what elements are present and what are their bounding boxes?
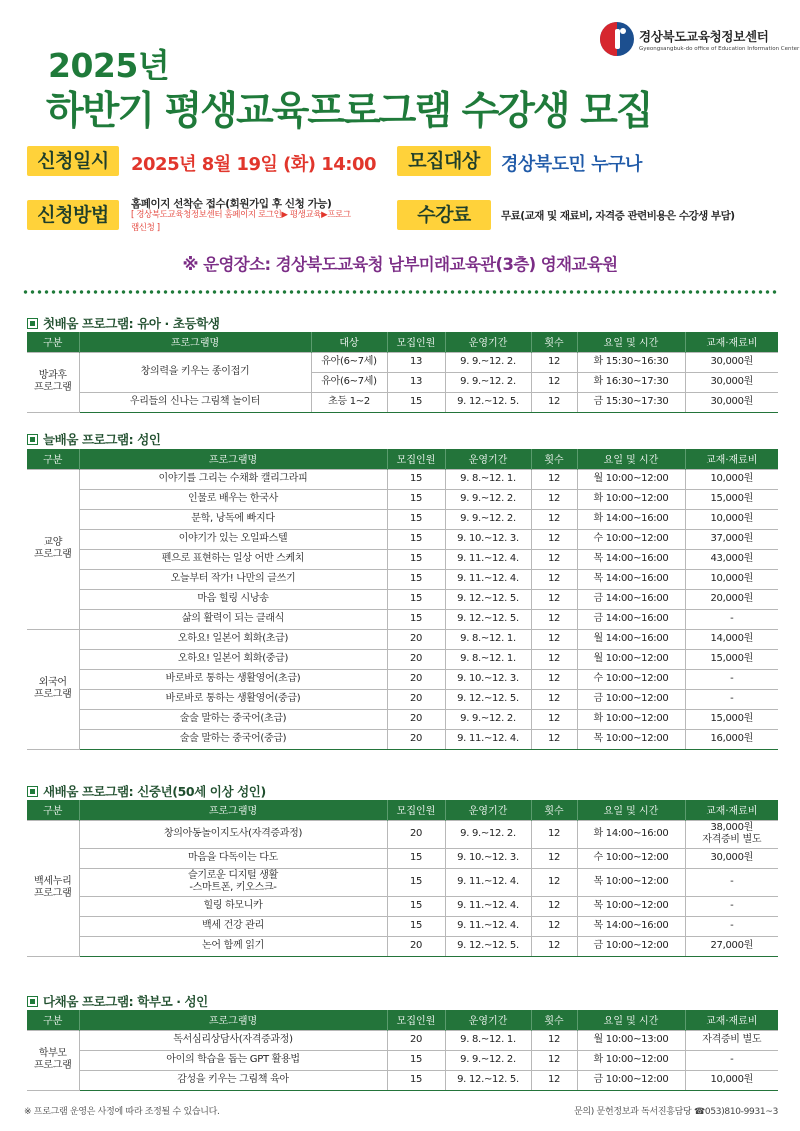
column-header: 교재·재료비 bbox=[685, 332, 778, 352]
schedule-cell: 목 10:00~12:00 bbox=[577, 896, 685, 916]
page-title: 하반기 평생교육프로그램 수강생 모집 bbox=[46, 89, 652, 134]
column-header: 프로그램명 bbox=[79, 1010, 387, 1030]
column-header: 교재·재료비 bbox=[685, 800, 778, 820]
sessions-cell: 12 bbox=[531, 629, 577, 649]
fee-cell: 15,000원 bbox=[685, 649, 778, 669]
table-row bbox=[27, 820, 778, 848]
schedule-cell: 화 10:00~12:00 bbox=[577, 489, 685, 509]
period-cell: 9. 9.~12. 2. bbox=[445, 372, 531, 392]
period-cell: 9. 10.~12. 3. bbox=[445, 848, 531, 868]
period-cell: 9. 9.~12. 2. bbox=[445, 820, 531, 848]
schedule-cell: 화 10:00~12:00 bbox=[577, 709, 685, 729]
section-title-text: 새배움 프로그램: 신중년(50세 이상 성인) bbox=[43, 784, 266, 799]
section-title-4 bbox=[27, 992, 208, 1010]
capacity-cell: 20 bbox=[387, 1030, 445, 1050]
capacity-cell: 13 bbox=[387, 352, 445, 372]
fee-cell: - bbox=[685, 868, 778, 896]
column-header: 운영기간 bbox=[445, 800, 531, 820]
column-header: 프로그램명 bbox=[79, 800, 387, 820]
program-name-cell: 바로바로 통하는 생활영어(중급) bbox=[79, 689, 387, 709]
fee-cell: - bbox=[685, 1050, 778, 1070]
column-header: 모집인원 bbox=[387, 332, 445, 352]
fee-cell: - bbox=[685, 609, 778, 629]
period-cell: 9. 12.~12. 5. bbox=[445, 936, 531, 956]
method-label: 신청방법 bbox=[27, 200, 119, 230]
period-cell: 9. 12.~12. 5. bbox=[445, 392, 531, 412]
table-row bbox=[27, 868, 778, 896]
column-header: 횟수 bbox=[531, 1010, 577, 1030]
capacity-cell: 20 bbox=[387, 689, 445, 709]
table-row bbox=[27, 569, 778, 589]
column-header: 요일 및 시간 bbox=[577, 449, 685, 469]
sessions-cell: 12 bbox=[531, 509, 577, 529]
sessions-cell: 12 bbox=[531, 1070, 577, 1090]
table-row bbox=[27, 1030, 778, 1050]
schedule-cell: 월 10:00~12:00 bbox=[577, 649, 685, 669]
period-cell: 9. 11.~12. 4. bbox=[445, 916, 531, 936]
column-header: 요일 및 시간 bbox=[577, 800, 685, 820]
schedule-cell: 금 10:00~12:00 bbox=[577, 1070, 685, 1090]
fee-cell: 10,000원 bbox=[685, 509, 778, 529]
capacity-cell: 15 bbox=[387, 868, 445, 896]
sessions-cell: 12 bbox=[531, 529, 577, 549]
period-cell: 9. 8.~12. 1. bbox=[445, 469, 531, 489]
sessions-cell: 12 bbox=[531, 549, 577, 569]
program-name-cell: 마음 힐링 시낭송 bbox=[79, 589, 387, 609]
fee-cell: 10,000원 bbox=[685, 569, 778, 589]
method-value: 홈페이지 선착순 접수(회원가입 후 신청 가능) bbox=[131, 198, 332, 210]
period-cell: 9. 12.~12. 5. bbox=[445, 609, 531, 629]
program-name-cell: 우리들의 신나는 그림책 놀이터 bbox=[79, 392, 311, 412]
section-title-text: 첫배움 프로그램: 유아 · 초등학생 bbox=[43, 316, 220, 331]
group-label-cell: 교양 프로그램 bbox=[27, 469, 79, 629]
program-name-cell: 힐링 하모니카 bbox=[79, 896, 387, 916]
table-row bbox=[27, 549, 778, 569]
sessions-cell: 12 bbox=[531, 372, 577, 392]
sessions-cell: 12 bbox=[531, 469, 577, 489]
capacity-cell: 15 bbox=[387, 1070, 445, 1090]
group-label-cell: 방과후 프로그램 bbox=[27, 352, 79, 412]
table-row bbox=[27, 709, 778, 729]
capacity-cell: 13 bbox=[387, 372, 445, 392]
column-header: 교재·재료비 bbox=[685, 449, 778, 469]
fee-cell: 30,000원 bbox=[685, 392, 778, 412]
table-row bbox=[27, 609, 778, 629]
square-bullet-icon bbox=[27, 996, 38, 1007]
column-header: 구분 bbox=[27, 1010, 79, 1030]
capacity-cell: 15 bbox=[387, 589, 445, 609]
sessions-cell: 12 bbox=[531, 820, 577, 848]
capacity-cell: 15 bbox=[387, 848, 445, 868]
schedule-cell: 목 10:00~12:00 bbox=[577, 868, 685, 896]
schedule-cell: 수 10:00~12:00 bbox=[577, 529, 685, 549]
title-year: 2025년 bbox=[48, 46, 170, 85]
column-header: 횟수 bbox=[531, 800, 577, 820]
fee-cell: 27,000원 bbox=[685, 936, 778, 956]
capacity-cell: 20 bbox=[387, 709, 445, 729]
table-header-row bbox=[27, 1010, 778, 1030]
venue-notice: ※ 운영장소: 경상북도교육청 남부미래교육관(3층) 영재교육원 bbox=[182, 255, 618, 274]
period-cell: 9. 9.~12. 2. bbox=[445, 509, 531, 529]
program-name-cell: 술술 말하는 중국어(중급) bbox=[79, 729, 387, 749]
period-cell: 9. 9.~12. 2. bbox=[445, 709, 531, 729]
schedule-cell: 화 10:00~12:00 bbox=[577, 1050, 685, 1070]
column-header: 구분 bbox=[27, 800, 79, 820]
fee-cell: 15,000원 bbox=[685, 489, 778, 509]
fee-cell: 43,000원 bbox=[685, 549, 778, 569]
method-path: [ 경상북도교육청정보센터 홈페이지 로그인▶ 평생교육▶프로그램신청 ] bbox=[131, 210, 351, 233]
square-bullet-icon bbox=[27, 318, 38, 329]
dotted-divider bbox=[22, 290, 778, 294]
table-row bbox=[27, 352, 778, 372]
table-row bbox=[27, 589, 778, 609]
column-header: 모집인원 bbox=[387, 1010, 445, 1030]
capacity-cell: 20 bbox=[387, 629, 445, 649]
schedule-cell: 금 10:00~12:00 bbox=[577, 936, 685, 956]
period-cell: 9. 12.~12. 5. bbox=[445, 589, 531, 609]
table-row bbox=[27, 689, 778, 709]
capacity-cell: 15 bbox=[387, 509, 445, 529]
capacity-cell: 15 bbox=[387, 569, 445, 589]
group-label-cell: 외국어 프로그램 bbox=[27, 629, 79, 749]
target-cell: 유아(6~7세) bbox=[311, 372, 387, 392]
program-name-cell: 마음을 다독이는 다도 bbox=[79, 848, 387, 868]
program-name-cell: 슬기로운 디지털 생활 -스마트폰, 키오스크- bbox=[79, 868, 387, 896]
schedule-cell: 수 10:00~12:00 bbox=[577, 848, 685, 868]
fee-cell: 10,000원 bbox=[685, 469, 778, 489]
sessions-cell: 12 bbox=[531, 589, 577, 609]
period-cell: 9. 12.~12. 5. bbox=[445, 689, 531, 709]
sessions-cell: 12 bbox=[531, 936, 577, 956]
fee-cell: 10,000원 bbox=[685, 1070, 778, 1090]
column-header: 요일 및 시간 bbox=[577, 1010, 685, 1030]
table-row bbox=[27, 896, 778, 916]
fee-cell: 38,000원 자격증비 별도 bbox=[685, 820, 778, 848]
section-title-3 bbox=[27, 782, 266, 800]
table-row bbox=[27, 529, 778, 549]
column-header: 구분 bbox=[27, 332, 79, 352]
program-name-cell: 이야기를 그리는 수채화 캘리그라피 bbox=[79, 469, 387, 489]
column-header: 모집인원 bbox=[387, 449, 445, 469]
sessions-cell: 12 bbox=[531, 729, 577, 749]
program-name-cell: 독서심리상담사(자격증과정) bbox=[79, 1030, 387, 1050]
schedule-cell: 화 16:30~17:30 bbox=[577, 372, 685, 392]
period-cell: 9. 8.~12. 1. bbox=[445, 629, 531, 649]
section-title-text: 다채움 프로그램: 학부모 · 성인 bbox=[43, 994, 208, 1009]
column-header: 운영기간 bbox=[445, 1010, 531, 1030]
program-name-cell: 오늘부터 작가! 나만의 글쓰기 bbox=[79, 569, 387, 589]
sessions-cell: 12 bbox=[531, 916, 577, 936]
program-table-1 bbox=[27, 332, 778, 413]
sessions-cell: 12 bbox=[531, 709, 577, 729]
capacity-cell: 15 bbox=[387, 469, 445, 489]
program-name-cell: 백세 건강 관리 bbox=[79, 916, 387, 936]
sessions-cell: 12 bbox=[531, 352, 577, 372]
table-row bbox=[27, 509, 778, 529]
period-cell: 9. 11.~12. 4. bbox=[445, 729, 531, 749]
program-name-cell: 감성을 키우는 그림책 육아 bbox=[79, 1070, 387, 1090]
sessions-cell: 12 bbox=[531, 1050, 577, 1070]
table-row bbox=[27, 1070, 778, 1090]
group-label-cell: 학부모 프로그램 bbox=[27, 1030, 79, 1090]
program-name-cell: 삶의 활력이 되는 클래식 bbox=[79, 609, 387, 629]
sessions-cell: 12 bbox=[531, 392, 577, 412]
program-name-cell: 아이의 학습을 돕는 GPT 활용법 bbox=[79, 1050, 387, 1070]
program-table-2 bbox=[27, 449, 778, 750]
table-row bbox=[27, 469, 778, 489]
section-title-1 bbox=[27, 314, 220, 332]
schedule-cell: 화 15:30~16:30 bbox=[577, 352, 685, 372]
table-row bbox=[27, 916, 778, 936]
schedule-cell: 화 14:00~16:00 bbox=[577, 509, 685, 529]
fee-cell: 16,000원 bbox=[685, 729, 778, 749]
table-row bbox=[27, 936, 778, 956]
column-header: 횟수 bbox=[531, 449, 577, 469]
capacity-cell: 15 bbox=[387, 916, 445, 936]
program-name-cell: 오하요! 일본어 회화(초급) bbox=[79, 629, 387, 649]
fee-cell: 15,000원 bbox=[685, 709, 778, 729]
program-table-3 bbox=[27, 800, 778, 957]
capacity-cell: 20 bbox=[387, 669, 445, 689]
schedule-cell: 금 14:00~16:00 bbox=[577, 589, 685, 609]
schedule-cell: 목 14:00~16:00 bbox=[577, 549, 685, 569]
schedule-cell: 금 10:00~12:00 bbox=[577, 689, 685, 709]
table-row bbox=[27, 669, 778, 689]
fee-cell: 30,000원 bbox=[685, 848, 778, 868]
target-cell: 유아(6~7세) bbox=[311, 352, 387, 372]
fee-cell: - bbox=[685, 916, 778, 936]
table-row bbox=[27, 629, 778, 649]
column-header: 요일 및 시간 bbox=[577, 332, 685, 352]
section-title-text: 늘배움 프로그램: 성인 bbox=[43, 432, 161, 447]
schedule-cell: 월 10:00~13:00 bbox=[577, 1030, 685, 1050]
schedule-cell: 화 14:00~16:00 bbox=[577, 820, 685, 848]
sessions-cell: 12 bbox=[531, 609, 577, 629]
schedule-cell: 목 14:00~16:00 bbox=[577, 569, 685, 589]
fee-cell: 자격증비 별도 bbox=[685, 1030, 778, 1050]
period-cell: 9. 8.~12. 1. bbox=[445, 649, 531, 669]
schedule-cell: 월 10:00~12:00 bbox=[577, 469, 685, 489]
schedule-cell: 금 14:00~16:00 bbox=[577, 609, 685, 629]
fee-value: 무료(교재 및 재료비, 자격증 관련비용은 수강생 부담) bbox=[501, 210, 735, 222]
period-cell: 9. 10.~12. 3. bbox=[445, 529, 531, 549]
program-name-cell: 오하요! 일본어 회화(중급) bbox=[79, 649, 387, 669]
fee-cell: - bbox=[685, 689, 778, 709]
capacity-cell: 15 bbox=[387, 1050, 445, 1070]
target-label: 모집대상 bbox=[397, 146, 491, 176]
date-label: 신청일시 bbox=[27, 146, 119, 176]
footer-contact: 문의) 문헌정보과 독서진흥담당 ☎053)810-9931~3 bbox=[573, 1107, 778, 1117]
program-table-4 bbox=[27, 1010, 778, 1091]
period-cell: 9. 11.~12. 4. bbox=[445, 896, 531, 916]
period-cell: 9. 11.~12. 4. bbox=[445, 549, 531, 569]
sessions-cell: 12 bbox=[531, 689, 577, 709]
table-row bbox=[27, 489, 778, 509]
capacity-cell: 20 bbox=[387, 936, 445, 956]
period-cell: 9. 9.~12. 2. bbox=[445, 352, 531, 372]
table-header-row bbox=[27, 332, 778, 352]
footer-note: ※ 프로그램 운영은 사정에 따라 조정될 수 있습니다. bbox=[24, 1107, 220, 1117]
org-logo bbox=[600, 22, 799, 56]
program-name-cell: 문학, 낭독에 빠지다 bbox=[79, 509, 387, 529]
capacity-cell: 15 bbox=[387, 529, 445, 549]
column-header: 모집인원 bbox=[387, 800, 445, 820]
square-bullet-icon bbox=[27, 434, 38, 445]
schedule-cell: 목 10:00~12:00 bbox=[577, 729, 685, 749]
schedule-cell: 수 10:00~12:00 bbox=[577, 669, 685, 689]
table-row bbox=[27, 392, 778, 412]
capacity-cell: 20 bbox=[387, 729, 445, 749]
square-bullet-icon bbox=[27, 786, 38, 797]
program-name-cell: 창의아동놀이지도사(자격증과정) bbox=[79, 820, 387, 848]
program-name-cell: 인물로 배우는 한국사 bbox=[79, 489, 387, 509]
sessions-cell: 12 bbox=[531, 1030, 577, 1050]
column-header: 구분 bbox=[27, 449, 79, 469]
table-row bbox=[27, 729, 778, 749]
org-emblem-icon bbox=[600, 22, 634, 56]
column-header: 횟수 bbox=[531, 332, 577, 352]
capacity-cell: 15 bbox=[387, 609, 445, 629]
table-row bbox=[27, 1050, 778, 1070]
fee-cell: 30,000원 bbox=[685, 352, 778, 372]
fee-cell: 30,000원 bbox=[685, 372, 778, 392]
capacity-cell: 20 bbox=[387, 649, 445, 669]
capacity-cell: 15 bbox=[387, 489, 445, 509]
date-value: 2025년 8월 19일 (화) 14:00 bbox=[131, 154, 377, 175]
schedule-cell: 월 14:00~16:00 bbox=[577, 629, 685, 649]
target-cell: 초등 1~2 bbox=[311, 392, 387, 412]
program-name-cell: 논어 함께 읽기 bbox=[79, 936, 387, 956]
org-subtitle: Gyeongsangbuk-do office of Education Information Center bbox=[639, 45, 800, 52]
fee-cell: 14,000원 bbox=[685, 629, 778, 649]
sessions-cell: 12 bbox=[531, 896, 577, 916]
capacity-cell: 15 bbox=[387, 392, 445, 412]
program-name-cell: 펜으로 표현하는 일상 어반 스케치 bbox=[79, 549, 387, 569]
sessions-cell: 12 bbox=[531, 868, 577, 896]
period-cell: 9. 12.~12. 5. bbox=[445, 1070, 531, 1090]
table-header-row bbox=[27, 449, 778, 469]
sessions-cell: 12 bbox=[531, 848, 577, 868]
fee-cell: - bbox=[685, 896, 778, 916]
program-name-cell: 술술 말하는 중국어(초급) bbox=[79, 709, 387, 729]
period-cell: 9. 9.~12. 2. bbox=[445, 489, 531, 509]
sessions-cell: 12 bbox=[531, 569, 577, 589]
fee-cell: 37,000원 bbox=[685, 529, 778, 549]
schedule-cell: 금 15:30~17:30 bbox=[577, 392, 685, 412]
sessions-cell: 12 bbox=[531, 489, 577, 509]
period-cell: 9. 8.~12. 1. bbox=[445, 1030, 531, 1050]
capacity-cell: 15 bbox=[387, 549, 445, 569]
column-header: 대상 bbox=[311, 332, 387, 352]
capacity-cell: 20 bbox=[387, 820, 445, 848]
period-cell: 9. 11.~12. 4. bbox=[445, 569, 531, 589]
program-name-cell: 바로바로 통하는 생활영어(초급) bbox=[79, 669, 387, 689]
period-cell: 9. 9.~12. 2. bbox=[445, 1050, 531, 1070]
column-header: 교재·재료비 bbox=[685, 1010, 778, 1030]
column-header: 프로그램명 bbox=[79, 332, 311, 352]
capacity-cell: 15 bbox=[387, 896, 445, 916]
period-cell: 9. 10.~12. 3. bbox=[445, 669, 531, 689]
fee-label: 수강료 bbox=[397, 200, 491, 230]
fee-cell: - bbox=[685, 669, 778, 689]
fee-cell: 20,000원 bbox=[685, 589, 778, 609]
table-row bbox=[27, 848, 778, 868]
org-name: 경상북도교육청정보센터 bbox=[639, 28, 769, 44]
sessions-cell: 12 bbox=[531, 669, 577, 689]
sessions-cell: 12 bbox=[531, 649, 577, 669]
table-row bbox=[27, 649, 778, 669]
program-name-cell: 이야기가 있는 오일파스텔 bbox=[79, 529, 387, 549]
column-header: 프로그램명 bbox=[79, 449, 387, 469]
section-title-2 bbox=[27, 430, 161, 448]
program-name-cell: 창의력을 키우는 종이접기 bbox=[79, 352, 311, 392]
group-label-cell: 백세누리 프로그램 bbox=[27, 820, 79, 956]
column-header: 운영기간 bbox=[445, 449, 531, 469]
target-value: 경상북도민 누구나 bbox=[501, 154, 642, 175]
table-header-row bbox=[27, 800, 778, 820]
period-cell: 9. 11.~12. 4. bbox=[445, 868, 531, 896]
schedule-cell: 목 14:00~16:00 bbox=[577, 916, 685, 936]
column-header: 운영기간 bbox=[445, 332, 531, 352]
